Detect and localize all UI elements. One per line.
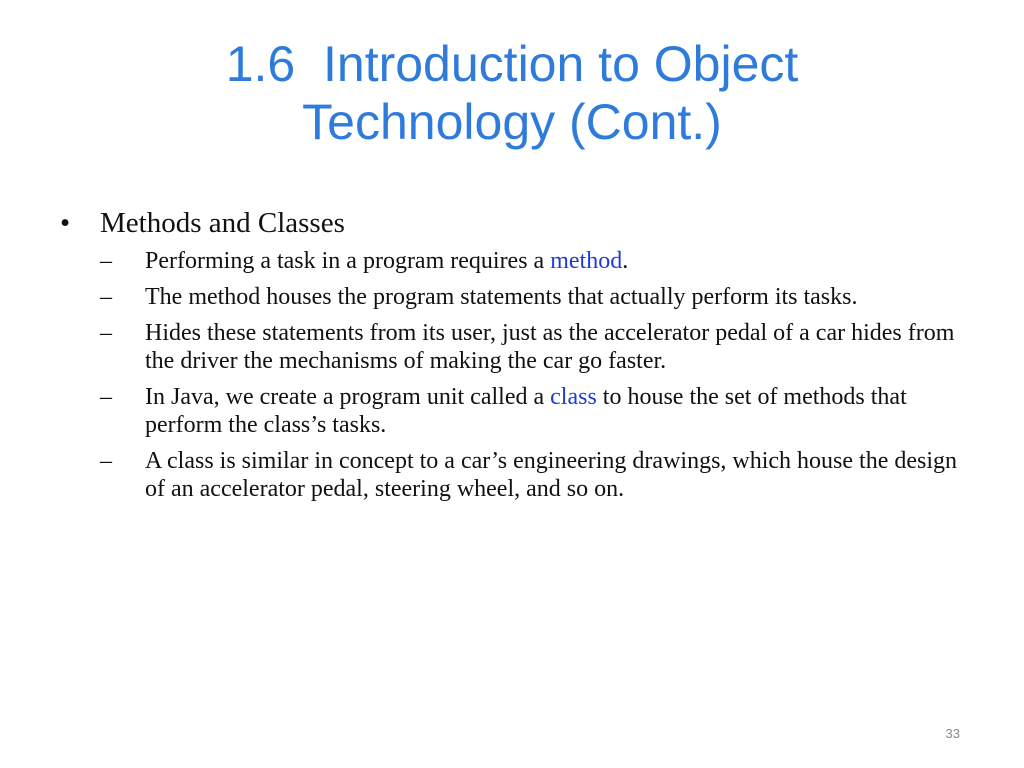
- sub-bullet-list: [60, 247, 980, 503]
- bullet-methods-and-classes: [60, 205, 980, 241]
- sub-bullet-text: Hides these statements from its user, just as the accelerator pedal of a car hides from the driver the mechanisms of making the car go faster.: [145, 320, 955, 374]
- sub-bullet-java-class: [60, 383, 980, 439]
- sub-bullet-text: In Java, we create a program unit called a: [145, 384, 551, 410]
- sub-bullet-method: [60, 247, 980, 275]
- slide-title: [40, 35, 984, 151]
- sub-bullet-hides-statements: [60, 319, 980, 375]
- page-number: 33: [945, 726, 960, 741]
- dash-icon: –: [100, 384, 112, 410]
- slide-body: [60, 205, 980, 511]
- slide-title-line-1: 1.6 Introduction to Object: [225, 36, 799, 92]
- sub-bullet-text-end: to house the set of methods that perform the class’s tasks.: [145, 384, 907, 438]
- keyword-class: class: [550, 384, 597, 410]
- dash-icon: –: [100, 284, 112, 310]
- slide-title-line-2: Technology (Cont.): [302, 94, 722, 150]
- dash-icon: –: [100, 248, 112, 274]
- sub-bullet-text: A class is similar in concept to a car’s engineering drawings, which house the design of an accelerator pedal, steering wheel, and so on.: [145, 448, 958, 502]
- bullet-dot-icon: •: [60, 207, 71, 239]
- dash-icon: –: [100, 448, 112, 474]
- sub-bullet-text-end: .: [622, 248, 629, 274]
- keyword-method: method: [550, 248, 623, 274]
- sub-bullet-engineering-drawings: [60, 447, 980, 503]
- bullet-text: Methods and Classes: [100, 207, 345, 239]
- sub-bullet-text: Performing a task in a program requires a: [145, 248, 551, 274]
- sub-bullet-method-houses: [60, 283, 980, 311]
- dash-icon: –: [100, 320, 112, 346]
- sub-bullet-text: The method houses the program statements that actually perform its tasks.: [145, 284, 858, 310]
